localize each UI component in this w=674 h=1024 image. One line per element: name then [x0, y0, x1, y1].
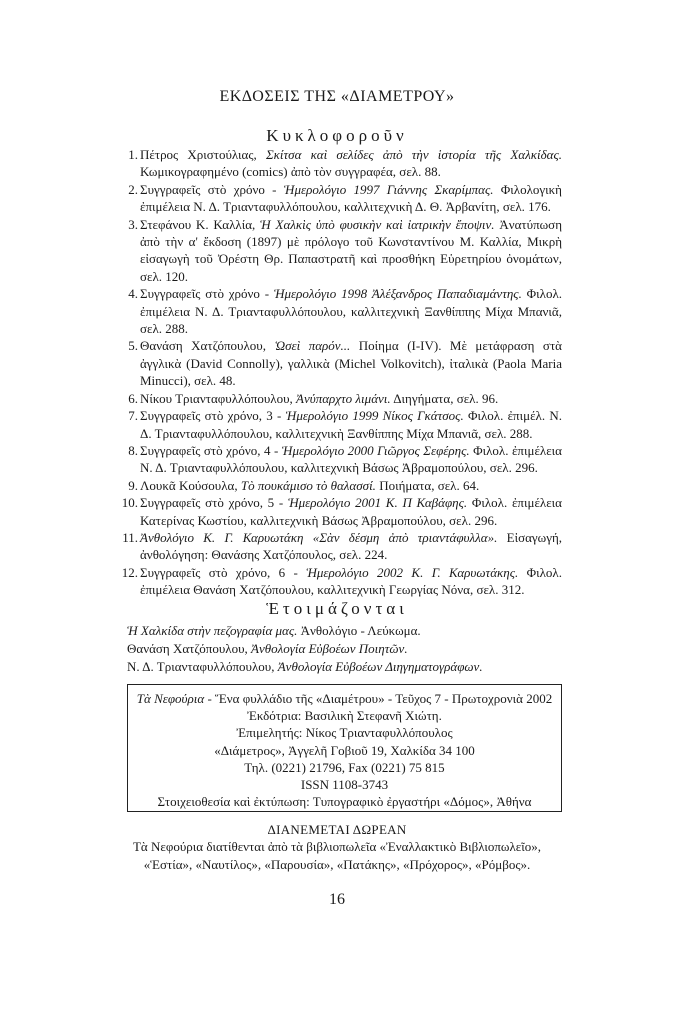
distribution-notice — [0, 821, 674, 873]
publication-number: 9. — [128, 477, 138, 493]
published-heading: Κυκλοφοροῦν — [266, 126, 408, 145]
publication-author: Στεφάνου Κ. Καλλία, — [140, 216, 261, 232]
publication-number: 4. — [128, 286, 138, 302]
page-number: 16 — [329, 891, 345, 908]
publication-author: Συγγραφεῖς στὸ χρόνο, 5 - — [140, 495, 288, 511]
colophon-box — [127, 684, 562, 812]
publication-item — [121, 494, 562, 529]
forthcoming-details: Ἀνθολόγιο - Λεύκωμα. — [297, 623, 421, 638]
publication-author: Συγγραφεῖς στὸ χρόνο - — [140, 286, 274, 302]
forthcoming-author: Ν. Δ. Τριανταφυλλόπουλου, — [127, 659, 278, 674]
publication-details: Φιλολ. ἐπιμέλεια Θανάση Χατζόπουλου, καλλιτεχνικὴ Γεωργίας Νόνα, σελ. 312. — [140, 564, 562, 598]
publication-details: Φιλολ. ἐπιμέλεια Κατερίνας Κωστίου, καλλιτεχνικὴ Βάσως Ἀβραμοπούλου, σελ. 296. — [140, 495, 562, 528]
publication-details: Κωμικογραφημένο (comics) ἀπὸ τὸν συγγραφέα, σελ. 88. — [140, 164, 441, 180]
publication-details: Ποίημα (I-IV). Μὲ μετάφραση στὰ ἀγγλικὰ (David Connolly), γαλλικὰ (Michel Volkovitch), ἰταλικὰ (Paola Maria Minucci), σελ. 48. — [140, 338, 562, 389]
publication-item — [124, 407, 562, 442]
colophon-printing: Στοιχειοθεσία καὶ ἐκτύπωση: Τυπογραφικὸ ἐργαστήρι «Δόμος», Ἀθήνα — [157, 794, 532, 810]
publication-title: Ἀνθολόγιο Κ. Γ. Καρυωτάκη «Σὰν δέσμη ἀπὸ τριαντάφυλλα». — [140, 529, 498, 545]
colophon-phone: Τηλ. (0221) 21796, Fax (0221) 75 815 — [244, 759, 445, 775]
publication-number: 1. — [128, 147, 138, 162]
publication-title: Ἡμερολόγιο 1998 Ἀλέξανδρος Παπαδιαμάντης. — [273, 286, 522, 302]
forthcoming-title: Ἀνθολογία Εὐβοέων Ποιητῶν. — [251, 641, 408, 656]
publication-item — [124, 529, 562, 564]
forthcoming-title: Ἡ Χαλκίδα στὴν πεζογραφία μας. — [127, 623, 298, 638]
colophon-journal-line — [128, 690, 561, 707]
publication-title: Ἡμερολόγιο 1999 Νίκος Γκάτσος. — [285, 408, 464, 424]
publication-title: Ἡ Χαλκὶς ὑπὸ φυσικὴν καὶ ἰατρικὴν ἔποψιν. — [260, 216, 495, 232]
colophon-publisher: Ἐκδότρια: Βασιλικὴ Στεφανῆ Χιώτη. — [247, 708, 442, 724]
publication-number: 8. — [128, 442, 138, 458]
publication-number: 7. — [128, 408, 138, 424]
publication-item — [124, 337, 562, 389]
publication-author: Συγγραφεῖς στὸ χρόνο, 3 - — [140, 408, 286, 424]
publication-title: Ἡμερολόγιο 2000 Γιῶργος Σεφέρης. — [281, 442, 470, 458]
distribution-line-1: Τὰ Νεφούρια διατίθενται ἀπὸ τὰ βιβλιοπωλεῖα «Ἐναλλακτικὸ Βιβλιοπωλεῖο», — [132, 839, 541, 855]
publication-item — [124, 216, 562, 286]
colophon-journal-title: Τὰ Νεφούρια — [136, 691, 205, 706]
publication-details: Φιλολ. ἐπιμέλεια Ν. Δ. Τριανταφυλλόπουλου, καλλιτεχνικὴ Βάσως Ἀβραμοπούλου, σελ. 296. — [140, 442, 562, 476]
publication-item — [121, 564, 562, 599]
distribution-title: ΔΙΑΝΕΜΕΤΑΙ ΔΩΡΕΑΝ — [267, 822, 407, 837]
colophon-editor: Ἐπιμελητής: Νίκος Τριανταφυλλόπουλος — [236, 725, 453, 741]
publication-author: Συγγραφεῖς στὸ χρόνο, 6 - — [140, 564, 307, 580]
publication-number: 5. — [128, 338, 138, 354]
forthcoming-item — [127, 640, 587, 658]
colophon-issn: ISSN 1108-3743 — [300, 777, 389, 793]
publication-number: 12. — [121, 564, 138, 580]
publication-details: Διηγήματα, σελ. 96. — [390, 390, 499, 406]
publication-title: Ἡμερολόγιο 2002 Κ. Γ. Καρυωτάκης. — [306, 564, 519, 580]
publication-title: Σκίτσα καὶ σελίδες ἀπὸ τὴν ἱστορία τῆς Χαλκίδας. — [265, 147, 562, 162]
publication-details: Εἰσαγωγή, ἀνθολόγηση: Θανάσης Χατζόπουλος, σελ. 224. — [140, 529, 563, 563]
colophon-address: «Διάμετρος», Ἀγγελῆ Γοβιοῦ 19, Χαλκίδα 34 100 — [214, 742, 475, 758]
publication-item — [124, 285, 562, 337]
publication-title: Ἀνύπαρχτο λιμάνι. — [296, 390, 391, 406]
forthcoming-item — [127, 658, 587, 676]
publication-author: Πέτρος Χριστούλιας, — [140, 147, 266, 162]
publication-author: Νίκου Τριανταφυλλόπουλου, — [140, 390, 297, 406]
publication-author: Συγγραφεῖς στὸ χρόνο - — [140, 181, 284, 197]
publication-details: Φιλολ. ἐπιμέλεια Ν. Δ. Τριανταφυλλόπουλου, καλλιτεχνικὴ Ξανθίππης Μίχα Μπανιᾶ, σελ. 288. — [140, 286, 562, 337]
publication-item — [124, 390, 562, 407]
publication-author: Λουκᾶ Κούσουλα, — [140, 477, 241, 493]
page-title: ΕΚΔΟΣΕΙΣ ΤΗΣ «ΔΙΑΜΕΤΡΟΥ» — [219, 88, 455, 105]
publication-number: 11. — [122, 529, 138, 545]
forthcoming-title: Ἀνθολογία Εὐβοέων Διηγηματογράφων. — [277, 659, 483, 674]
in-preparation-list — [127, 622, 587, 676]
publication-title: Τὸ πουκάμισο τὸ θαλασσί. — [240, 477, 376, 493]
distribution-line-2: «Ἑστία», «Ναυτίλος», «Παρουσία», «Πατάκης», «Πρόχορος», «Ρόμβος». — [143, 856, 531, 872]
publication-author: Συγγραφεῖς στὸ χρόνο, 4 - — [140, 442, 282, 458]
publication-details: Φιλολογικὴ ἐπιμέλεια Ν. Δ. Τριανταφυλλόπουλου, καλλιτεχνικὴ Δ. Θ. Ἀρβανίτη, σελ. 176. — [140, 181, 562, 215]
forthcoming-author: Θανάση Χατζόπουλου, — [127, 641, 252, 656]
publication-number: 10. — [121, 495, 138, 511]
publication-number: 2. — [128, 181, 138, 197]
publication-item — [124, 442, 562, 477]
publication-item — [124, 146, 562, 181]
publication-title: Ἡμερολόγιο 1997 Γιάννης Σκαρίμπας. — [283, 181, 494, 197]
in-preparation-heading: Ἑτοιμάζονται — [266, 599, 408, 618]
forthcoming-item — [127, 622, 587, 640]
publication-details: Φιλολ. ἐπιμέλ. Ν. Δ. Τριανταφυλλόπουλου, καλλιτεχνικὴ Ξανθίππης Μίχα Μπανιᾶ, σελ. 288. — [140, 408, 562, 441]
publication-number: 6. — [128, 390, 138, 406]
publication-item — [124, 181, 562, 216]
publication-details: Ἀνατύπωση ἀπὸ τὴν α' ἔκδοση (1897) μὲ πρόλογο τοῦ Κωνσταντίνου Μ. Καλλία, Μικρὴ εἰσαγωγὴ τοῦ Ὀρέστη Θρ. Παπαστρατῆ καὶ προσθήκη Εὑρετηρίου ὀνομάτων, σελ. 120. — [140, 216, 562, 284]
publication-details: Ποιήματα, σελ. 64. — [375, 477, 480, 493]
publication-title: Ἡμερολόγιο 2001 Κ. Π Καβάφης. — [287, 495, 468, 511]
publication-number: 3. — [128, 216, 138, 232]
publication-item — [124, 477, 562, 494]
publication-author: Θανάση Χατζόπουλου, — [140, 338, 275, 354]
publication-title: Ὡσεὶ παρόν... — [274, 338, 351, 354]
colophon-journal-desc: - Ἕνα φυλλάδιο τῆς «Διαμέτρου» - Τεῦχος 7 - Πρωτοχρονιὰ 2002 — [204, 691, 553, 706]
published-list — [121, 146, 563, 599]
